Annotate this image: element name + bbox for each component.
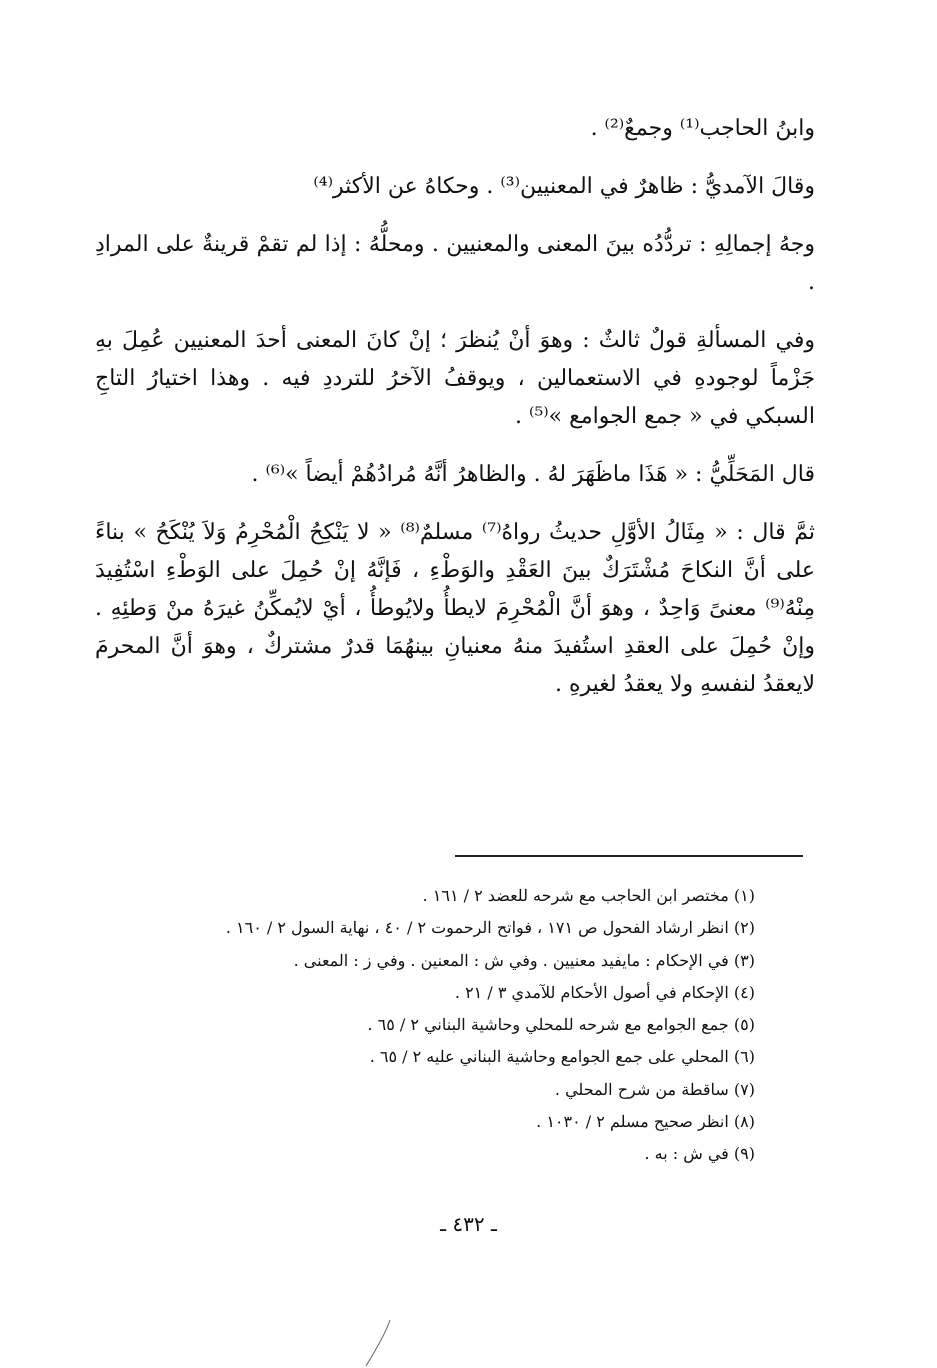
paragraph-2: وقالَ الآمديُّ : ظاهرٌ في المعنيين⁽³⁾ . وحكاهُ عن الأكثر⁽⁴⁾: [313, 174, 815, 199]
footnote-3: (٣) في الإحكام : مايفيد معنيين . وفي ش : المعنين . وفي ز : المعنى .: [293, 950, 755, 970]
pen-mark: [360, 1318, 400, 1368]
footnote-9: (٩) في ش : به .: [644, 1144, 755, 1164]
paragraph-3: وجهُ إجمالِهِ : تردُّدُه بينَ المعنى والمعنيين . ومحلُّهُ : إذا لم تقمْ قرينةٌ على المرادِ .: [95, 232, 815, 295]
footnotes: [150, 880, 755, 1171]
page-number: ـ ٤٣٢ ـ: [440, 1212, 497, 1236]
paragraph-4: وفي المسألةِ قولٌ ثالثٌ : وهوَ أنْ يُنظرَ ؛ إنْ كانَ المعنى أحدَ المعنيين عُمِلَ بهِ جَزْماً لوجودهِ في الاستعمالين ، ويوقفُ الآخرُ للترددِ فيه . وهذا اختيارُ التاجِ السبكي في « جمع الجوامع »⁽⁵⁾ .: [95, 328, 815, 429]
main-text: [95, 110, 815, 724]
footnote-2: (٢) انظر ارشاد الفحول ص ١٧١ ، فواتح الرحموت ٢ / ٤٠ ، نهاية السول ٢ / ١٦٠ .: [225, 918, 755, 938]
footnote-4: (٤) الإحكام في أصول الأحكام للآمدي ٣ / ٢١ .: [454, 982, 755, 1002]
footnote-7: (٧) ساقطة من شرح المحلي .: [554, 1079, 755, 1099]
footnote-separator: [455, 855, 803, 857]
footnote-6: (٦) المحلي على جمع الجوامع وحاشية البناني عليه ٢ / ٦٥ .: [369, 1047, 755, 1067]
footnote-1: (١) مختصر ابن الحاجب مع شرحه للعضد ٢ / ١٦١ .: [422, 886, 755, 905]
paragraph-6: ثمَّ قال : « مِثَالُ الأوَّلِ حديثُ رواهُ⁽⁷⁾ مسلمٌ⁽⁸⁾ « لا يَنْكِحُ الْمُحْرِمُ وَلاَ يُنْكَحُ » بناءً على أنَّ النكاحَ مُشْتَرَكٌ بينَ العَقْدِ والوَطْءِ ، فَإنَّهُ إنْ حُمِلَ على الوَطْءِ اسْتُفِيدَ مِنْهُ⁽⁹⁾ معنىً وَاحِدٌ ، وهوَ أنَّ الْمُحْرِمَ لايطأُ ولايُوطأُ ، أيْ لايُمكِّنُ غيرَهُ منْ وَطئِهِ . وإنْ حُمِلَ على العقدِ استُفيدَ منهُ معنيانِ بينهُمَا قدرٌ مشتركٌ ، وهوَ أنَّ المحرمَ لايعقدُ لنفسهِ ولا يعقدُ لغيرهِ .: [95, 520, 815, 697]
paragraph-5: قال المَحَلِّيُّ : « هَذَا ماظَهَرَ لهُ . والظاهرُ أنَّهُ مُرادُهُمْ أيضاً »⁽⁶⁾ .: [251, 462, 815, 487]
footnote-8: (٨) انظر صحيح مسلم ٢ / ١٠٣٠ .: [536, 1112, 755, 1132]
footnote-5: (٥) جمع الجوامع مع شرحه للمحلي وحاشية البناني ٢ / ٦٥ .: [367, 1015, 755, 1035]
paragraph-1: وابنُ الحاجب⁽¹⁾ وجمعٌ⁽²⁾ .: [590, 116, 815, 141]
